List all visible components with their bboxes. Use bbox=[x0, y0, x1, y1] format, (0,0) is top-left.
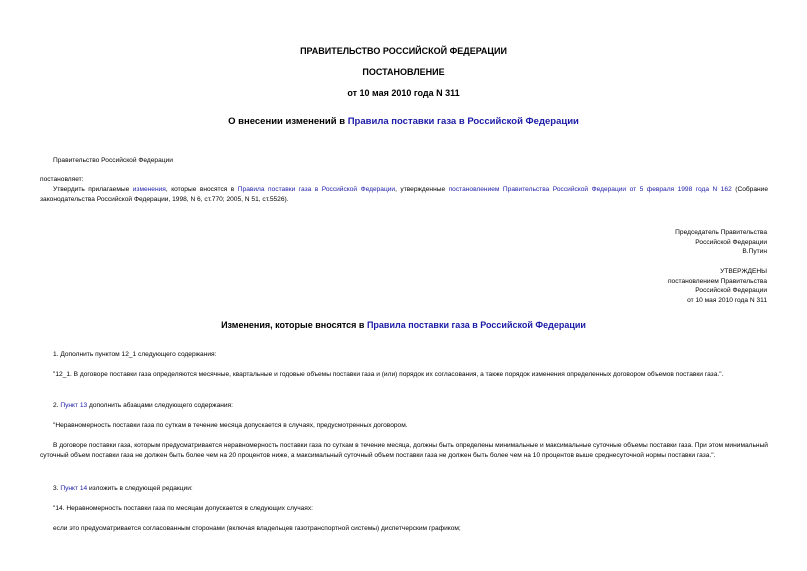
item-3-number: 3. bbox=[53, 485, 61, 492]
changes-link[interactable]: изменения bbox=[132, 186, 166, 193]
document-title bbox=[0, 116, 807, 127]
title-prefix: О внесении изменений в bbox=[228, 116, 348, 127]
decree-link[interactable]: постановлением Правительства Российской Федерации от 5 февраля 1998 года N 162 bbox=[448, 186, 732, 193]
approval-line-4: от 10 мая 2010 года N 311 bbox=[687, 296, 767, 304]
preamble-text-4: (Собрание законодательства Российской Федерации, 1998, N 6, ст.770; 2005, N 51, ст.5526). bbox=[40, 186, 768, 203]
approval-block bbox=[668, 267, 767, 305]
preamble-paragraph bbox=[40, 185, 768, 204]
preamble-government: Правительство Российской Федерации bbox=[53, 157, 173, 164]
changes-title bbox=[0, 320, 807, 330]
preamble-decrees: постановляет: bbox=[40, 176, 84, 183]
rules-link[interactable]: Правила поставки газа в Российской Федерации bbox=[347, 116, 579, 127]
preamble-text-1: Утвердить прилагаемые bbox=[53, 186, 133, 193]
item-3-text-1: "14. Неравномерность поставки газа по месяцам допускается в следующих случаях: bbox=[53, 505, 314, 512]
approval-line-1: УТВЕРЖДЕНЫ bbox=[720, 268, 767, 275]
item-3-rest: изложить в следующей редакции: bbox=[87, 485, 193, 492]
item-2-rest: дополнить абзацами следующего содержания: bbox=[87, 402, 233, 409]
changes-title-prefix: Изменения, которые вносятся в bbox=[221, 320, 367, 330]
item-2 bbox=[53, 401, 233, 411]
signature-name: В.Путин bbox=[742, 248, 767, 256]
item-2-number: 2. bbox=[53, 402, 61, 409]
item-1: 1. Дополнить пунктом 12_1 следующего содержания: bbox=[53, 351, 217, 358]
item-3-text-2: если это предусматривается согласованным сторонами (включая владельцев газотранспортной системы) диспетчерским графиком; bbox=[53, 525, 461, 532]
item-2-link[interactable]: Пункт 13 bbox=[60, 402, 88, 409]
item-3-link[interactable]: Пункт 14 bbox=[60, 485, 88, 492]
changes-rules-link[interactable]: Правила поставки газа в Российской Федерации bbox=[366, 320, 586, 330]
document-date: от 10 мая 2010 года N 311 bbox=[347, 88, 460, 98]
gas-rules-link[interactable]: Правила поставки газа в Российской Федерации bbox=[237, 186, 396, 193]
signature-block bbox=[675, 228, 767, 257]
preamble-text-2: , которые вносятся в bbox=[165, 186, 238, 193]
preamble-text-3: , утвержденные bbox=[395, 186, 449, 193]
item-2-text-2: В договоре поставки газа, которым предусматривается неравномерность поставки газа по суткам в течение месяца, должны быть определены минимальные и максимальные суточные объемы поставки газа. При этом минимальный суточный объем поставки газа не должен быть более чем на 20 процентов ниже, а максимальный суточный объем поставки газа не должен быть более чем на 10 процентов выше среднесуточной нормы поставки газа.". bbox=[40, 442, 768, 459]
document-type-heading: ПОСТАНОВЛЕНИЕ bbox=[362, 67, 445, 77]
item-1-text: "12_1. В договоре поставки газа определяются месячные, квартальные и годовые объемы поставки газа и (или) порядок их согласования, а также порядок изменения определенных договором объемов поставки газа.". bbox=[53, 371, 724, 378]
government-heading: ПРАВИТЕЛЬСТВО РОССИЙСКОЙ ФЕДЕРАЦИИ bbox=[300, 46, 507, 56]
approval-line-2: постановлением Правительства bbox=[667, 277, 767, 285]
item-2-text-1: "Неравномерность поставки газа по суткам в течение месяца допускается в случаях, предусмотренных договором. bbox=[53, 422, 408, 429]
signature-line-2: Российской Федерации bbox=[695, 238, 767, 246]
approval-line-3: Российской Федерации bbox=[695, 287, 767, 295]
item-3 bbox=[53, 484, 193, 494]
signature-line-1: Председатель Правительства bbox=[675, 229, 767, 236]
